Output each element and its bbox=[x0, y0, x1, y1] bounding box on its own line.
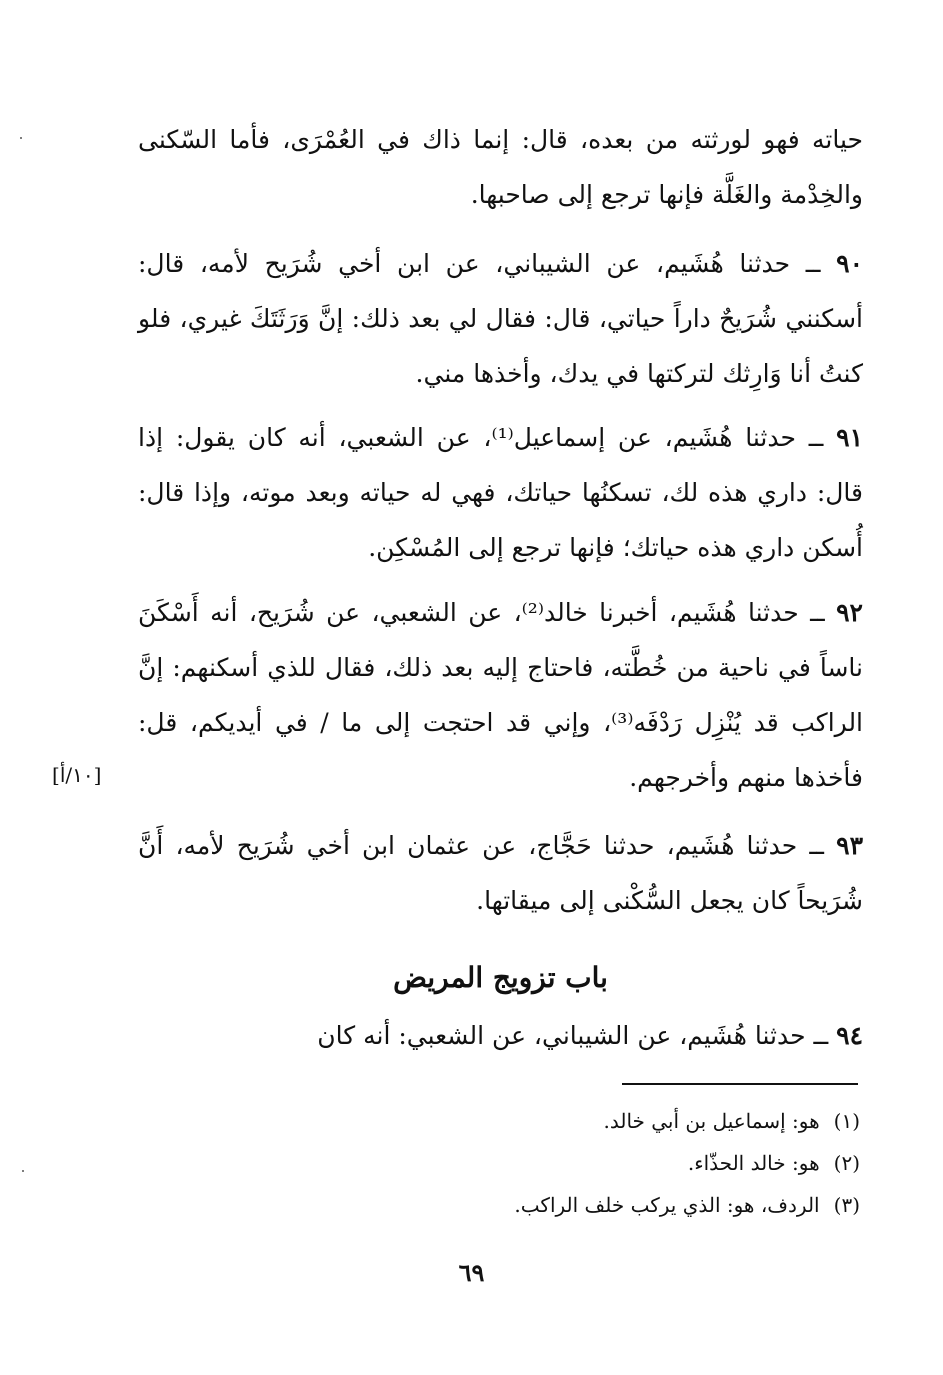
paragraph-93 bbox=[138, 818, 863, 928]
paragraph-continuation bbox=[138, 112, 863, 222]
footnote-item bbox=[380, 1142, 860, 1184]
paragraph-91 bbox=[138, 410, 863, 575]
manuscript-folio-reference: [١٠/أ] bbox=[52, 763, 102, 787]
footnote-marker: (١) bbox=[833, 1109, 860, 1133]
chapter-heading: باب تزويج المريض bbox=[393, 961, 608, 994]
paragraph-92 bbox=[138, 585, 863, 805]
body-text-94 bbox=[138, 1008, 863, 1063]
body-text-90 bbox=[138, 236, 863, 401]
footnotes bbox=[380, 1100, 860, 1226]
scan-speck bbox=[22, 1170, 24, 1172]
body-text-93 bbox=[138, 818, 863, 928]
footnote-marker: (٢) bbox=[833, 1151, 860, 1175]
paragraph-number: ٩٠ bbox=[836, 249, 863, 278]
body-text-91 bbox=[138, 410, 863, 575]
paragraph-94 bbox=[138, 1008, 863, 1063]
footnote-divider bbox=[622, 1083, 858, 1085]
footnote-marker: (٣) bbox=[833, 1193, 860, 1217]
footnote-text: هو: إسماعيل بن أبي خالد. bbox=[603, 1109, 820, 1133]
body-text-92 bbox=[138, 585, 863, 805]
footnote-item bbox=[380, 1100, 860, 1142]
paragraph-text: ــ حدثنا هُشَيم، حدثنا حَجَّاج، عن عثمان ابن أخي شُرَيح لأمه، أَنَّ شُرَيحاً كان يجعل السُّكْنى إلى ميقاتها. bbox=[138, 831, 863, 915]
paragraph-text: حياته فهو لورثته من بعده، قال: إنما ذاك في العُمْرَى، فأما السّكنى والخِدْمة والغَلَّة فإنها ترجع إلى صاحبها. bbox=[138, 125, 863, 209]
paragraph-number: ٩٣ bbox=[836, 831, 863, 860]
paragraph-number: ٩٤ bbox=[836, 1021, 863, 1050]
paragraph-90 bbox=[138, 236, 863, 401]
body-text-top bbox=[138, 112, 863, 222]
page-number: ٦٩ bbox=[458, 1258, 485, 1287]
footnote-item bbox=[380, 1184, 860, 1226]
paragraph-text: ــ حدثنا هُشَيم، عن إسماعيل⁽¹⁾، عن الشعبي، أنه كان يقول: إذا قال: داري هذه لك، تسكنُها حياتك، فهي له حياته وبعد موته، وإذا قال: أُسكن داري هذه حياتك؛ فإنها ترجع إلى المُسْكِن. bbox=[138, 423, 863, 562]
paragraph-number: ٩٢ bbox=[836, 598, 863, 627]
footnote-text: الردف، هو: الذي يركب خلف الراكب. bbox=[514, 1193, 820, 1217]
paragraph-number: ٩١ bbox=[836, 423, 863, 452]
footnote-text: هو: خالد الحذّاء. bbox=[687, 1151, 820, 1175]
paragraph-text: ــ حدثنا هُشَيم، عن الشيباني، عن ابن أخي شُرَيح لأمه، قال: أسكنني شُرَيحٌ داراً حياتي، قال: فقال لي بعد ذلك: إنَّ وَرَثَتَكَ غيري، فلو كنتُ أنا وَارِثك لتركتها في يدك، وأخذها مني. bbox=[138, 249, 863, 388]
paragraph-text: ــ حدثنا هُشَيم، أخبرنا خالد⁽²⁾، عن الشعبي، عن شُرَيح، أنه أَسْكَنَ ناساً في ناحية من خُطَّته، فاحتاج إليه بعد ذلك، فقال للذي أسكنهم: إنَّ الراكب قد يُنْزِل رَدْفَه⁽³⁾، وإني قد احتجت إلى ما / في أيديكم، قل: فأخذها منهم وأخرجهم. bbox=[138, 598, 864, 792]
scan-speck bbox=[20, 137, 22, 139]
paragraph-text: ــ حدثنا هُشَيم، عن الشيباني، عن الشعبي: أنه كان bbox=[317, 1021, 837, 1050]
